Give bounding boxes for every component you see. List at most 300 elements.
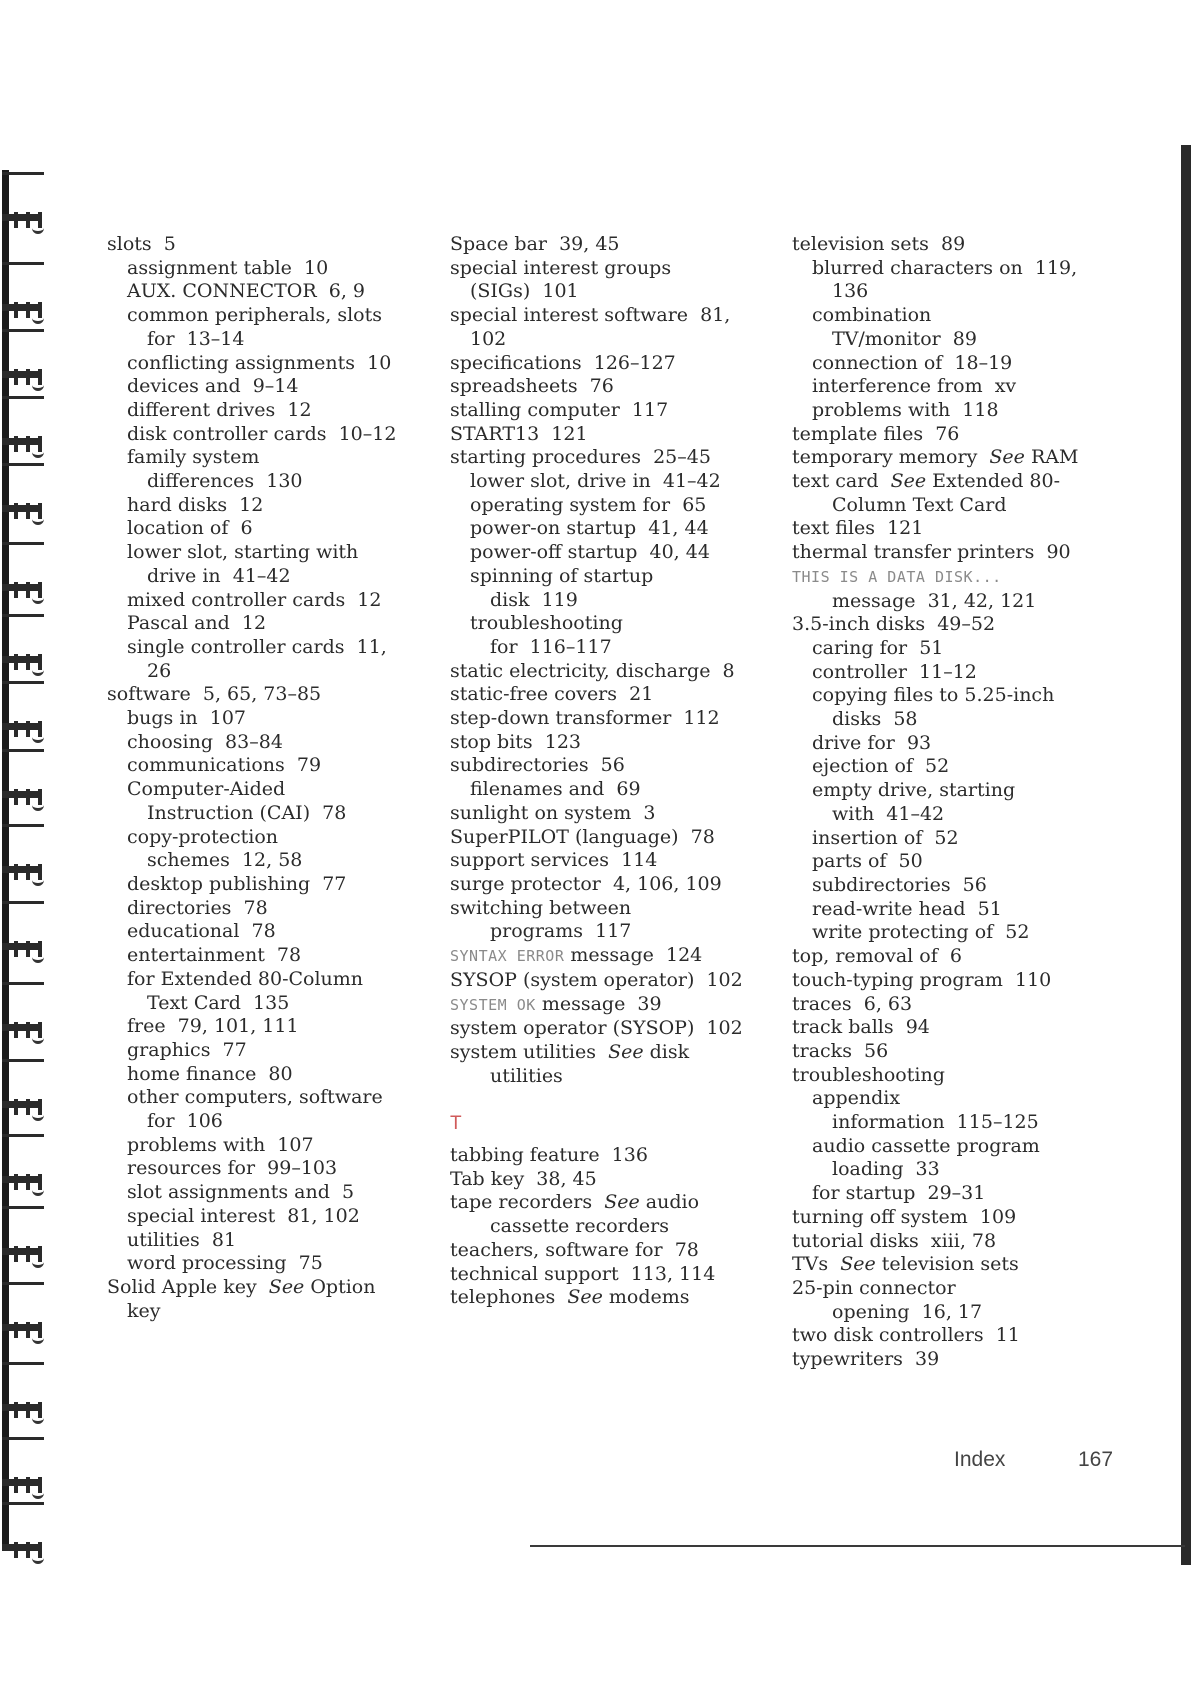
entry-text: conflicting assignments 10 xyxy=(127,351,392,374)
index-subentry xyxy=(107,920,427,944)
index-subentry xyxy=(792,661,1102,685)
index-entry xyxy=(792,1277,1102,1301)
index-subentry xyxy=(792,1158,1102,1182)
index-entry xyxy=(450,754,750,778)
entry-text: lower slot, starting with xyxy=(127,541,359,564)
index-entry xyxy=(792,1324,1102,1348)
index-subentry xyxy=(792,803,1102,827)
entry-text: system operator (SYSOP) 102 xyxy=(450,1017,743,1040)
entry-text: Text Card 135 xyxy=(147,991,290,1014)
page-number: 167 xyxy=(1078,1448,1114,1471)
index-subentry xyxy=(792,375,1102,399)
entry-text: directories 78 xyxy=(127,896,268,919)
see-target: audio xyxy=(639,1191,700,1214)
index-subentry xyxy=(107,399,427,423)
index-entry xyxy=(450,802,750,826)
binding-coil xyxy=(2,1132,46,1196)
index-entry xyxy=(450,1017,750,1041)
index-entry xyxy=(450,257,750,281)
index-subentry xyxy=(107,304,427,328)
binding-coil xyxy=(2,394,46,458)
entry-text: word processing 75 xyxy=(127,1252,323,1275)
entry-text: 26 xyxy=(147,659,172,682)
index-entry xyxy=(450,1286,750,1310)
entry-text: (SIGs) 101 xyxy=(470,280,579,303)
entry-text: ejection of 52 xyxy=(812,755,950,778)
entry-text: write protecting of 52 xyxy=(812,921,1030,944)
entry-text: communications 79 xyxy=(127,754,322,777)
binding-coil xyxy=(2,1435,46,1499)
entry-text: read-write head 51 xyxy=(812,897,1002,920)
entry-text: hard disks 12 xyxy=(127,493,264,516)
index-subentry xyxy=(792,590,1102,614)
index-subentry xyxy=(792,850,1102,874)
index-entry xyxy=(450,399,750,423)
entry-text: Tab key 38, 45 xyxy=(450,1167,597,1190)
index-subentry xyxy=(792,328,1102,352)
entry-text: connection of 18–19 xyxy=(812,351,1013,374)
entry-text: utilities xyxy=(490,1064,563,1087)
index-entry xyxy=(792,423,1102,447)
entry-text: sunlight on system 3 xyxy=(450,801,656,824)
entry-text: disk 119 xyxy=(490,588,578,611)
binding-coil xyxy=(2,980,46,1044)
index-subentry xyxy=(107,541,427,565)
index-entry xyxy=(792,541,1102,565)
index-subentry xyxy=(450,612,750,636)
entry-text: tape recorders xyxy=(450,1191,605,1214)
index-entry xyxy=(792,1348,1102,1372)
entry-text: audio cassette program xyxy=(812,1134,1040,1157)
index-entry xyxy=(792,1206,1102,1230)
entry-text: static electricity, discharge 8 xyxy=(450,659,735,682)
entry-text: software 5, 65, 73–85 xyxy=(107,683,322,706)
section-letter: T xyxy=(450,1113,462,1135)
entry-code-text: SYNTAX ERROR xyxy=(450,947,565,966)
index-subentry xyxy=(107,446,427,470)
index-entry xyxy=(792,993,1102,1017)
index-entry xyxy=(107,233,427,257)
entry-text: appendix xyxy=(812,1087,901,1110)
binding-coil xyxy=(2,679,46,743)
entry-text: for 106 xyxy=(147,1110,223,1133)
entry-text: insertion of 52 xyxy=(812,826,959,849)
see-reference: See xyxy=(989,446,1025,469)
see-target: modems xyxy=(602,1286,690,1309)
entry-text: problems with 118 xyxy=(812,398,999,421)
entry-text: specifications 126–127 xyxy=(450,351,676,374)
index-subentry xyxy=(107,897,427,921)
index-subentry xyxy=(107,992,427,1016)
entry-text: turning off system 109 xyxy=(792,1205,1017,1228)
entry-text: AUX. CONNECTOR 6, 9 xyxy=(127,280,366,303)
entry-text: slot assignments and 5 xyxy=(127,1181,355,1204)
entry-text: bugs in 107 xyxy=(127,707,247,730)
index-entry xyxy=(792,1040,1102,1064)
entry-text: home finance 80 xyxy=(127,1062,293,1085)
see-target: Extended 80- xyxy=(926,470,1061,493)
entry-text: schemes 12, 58 xyxy=(147,849,303,872)
index-entry xyxy=(450,731,750,755)
entry-text: different drives 12 xyxy=(127,398,312,421)
index-entry xyxy=(450,873,750,897)
entry-text: single controller cards 11, xyxy=(127,635,387,658)
index-subentry xyxy=(792,399,1102,423)
entry-text: drive in 41–42 xyxy=(147,564,291,587)
page-edge xyxy=(1181,145,1191,1565)
entry-text: for startup 29–31 xyxy=(812,1182,986,1205)
entry-text: desktop publishing 77 xyxy=(127,872,347,895)
entry-text: copying files to 5.25-inch xyxy=(812,684,1055,707)
index-subentry xyxy=(792,732,1102,756)
entry-text: TVs xyxy=(792,1253,841,1276)
entry-text: technical support 113, 114 xyxy=(450,1262,716,1285)
entry-code-text: SYSTEM OK xyxy=(450,995,536,1014)
entry-text: combination xyxy=(812,304,932,327)
index-subentry xyxy=(107,944,427,968)
index-subentry xyxy=(450,541,750,565)
entry-text: SuperPILOT (language) 78 xyxy=(450,825,715,848)
index-subentry xyxy=(450,494,750,518)
index-subentry xyxy=(107,826,427,850)
index-subentry xyxy=(450,1215,750,1239)
see-reference: See xyxy=(840,1253,876,1276)
index-entry xyxy=(107,1276,427,1300)
entry-text: SYSOP (system operator) 102 xyxy=(450,968,743,991)
index-subentry xyxy=(107,375,427,399)
entry-text: caring for 51 xyxy=(812,636,944,659)
entry-text: 102 xyxy=(470,327,507,350)
binding-coil xyxy=(2,327,46,391)
binding-coil xyxy=(2,1360,46,1424)
entry-text: differences 130 xyxy=(147,470,303,493)
entry-text: disks 58 xyxy=(832,708,918,731)
entry-text: assignment table 10 xyxy=(127,256,329,279)
index-subentry xyxy=(792,1301,1102,1325)
binding-coil xyxy=(2,1204,46,1268)
entry-text: text files 121 xyxy=(792,517,924,540)
entry-text: mixed controller cards 12 xyxy=(127,588,382,611)
spiral-binding xyxy=(0,170,58,1550)
entry-text: free 79, 101, 111 xyxy=(127,1015,299,1038)
index-entry xyxy=(792,1064,1102,1088)
index-subentry xyxy=(107,873,427,897)
footer-section-label: Index xyxy=(954,1448,1006,1471)
entry-text: filenames and 69 xyxy=(470,778,641,801)
binding-coil xyxy=(2,899,46,963)
index-subentry xyxy=(107,707,427,731)
binding-coil xyxy=(2,612,46,676)
entry-text: TV/monitor 89 xyxy=(832,327,977,350)
index-entry xyxy=(792,233,1102,257)
index-entry xyxy=(792,945,1102,969)
index-column-2 xyxy=(450,233,750,1310)
entry-text: switching between xyxy=(450,896,632,919)
entry-text: special interest groups xyxy=(450,256,672,279)
index-entry xyxy=(450,969,750,993)
entry-text: telephones xyxy=(450,1286,568,1309)
entry-text: 25-pin connector xyxy=(792,1276,956,1299)
index-subentry xyxy=(107,1157,427,1181)
index-entry xyxy=(450,352,750,376)
index-entry xyxy=(450,233,750,257)
index-subentry xyxy=(450,517,750,541)
entry-text: interference from xv xyxy=(812,375,1017,398)
entry-text: traces 6, 63 xyxy=(792,992,913,1015)
entry-text: operating system for 65 xyxy=(470,493,707,516)
index-subentry xyxy=(107,1134,427,1158)
entry-text: touch-typing program 110 xyxy=(792,968,1052,991)
index-subentry xyxy=(107,352,427,376)
index-subentry xyxy=(107,589,427,613)
entry-text: Computer-Aided xyxy=(127,778,286,801)
entry-text: subdirectories 56 xyxy=(450,754,625,777)
index-subentry xyxy=(107,257,427,281)
entry-text: template files 76 xyxy=(792,422,960,445)
index-subentry xyxy=(107,494,427,518)
entry-text: for 13–14 xyxy=(147,327,245,350)
entry-text: family system xyxy=(127,446,260,469)
entry-text: blurred characters on 119, xyxy=(812,256,1078,279)
index-subentry xyxy=(792,1111,1102,1135)
index-subentry xyxy=(792,257,1102,281)
entry-text: spreadsheets 76 xyxy=(450,375,614,398)
binding-coil xyxy=(2,540,46,604)
index-subentry xyxy=(792,921,1102,945)
index-entry xyxy=(450,1144,750,1168)
entry-text: teachers, software for 78 xyxy=(450,1238,699,1261)
entry-text: key xyxy=(127,1299,161,1322)
index-entry xyxy=(450,1263,750,1287)
index-entry xyxy=(450,993,750,1018)
index-entry xyxy=(792,446,1102,470)
entry-text: devices and 9–14 xyxy=(127,375,299,398)
index-subentry xyxy=(107,1110,427,1134)
entry-text: special interest 81, 102 xyxy=(127,1204,360,1227)
entry-text: slots 5 xyxy=(107,233,176,255)
entry-text: troubleshooting xyxy=(470,612,623,635)
index-subentry xyxy=(107,1181,427,1205)
index-subentry xyxy=(450,565,750,589)
entry-text: Solid Apple key xyxy=(107,1275,269,1298)
index-subentry xyxy=(107,1086,427,1110)
entry-text: choosing 83–84 xyxy=(127,730,283,753)
index-subentry xyxy=(792,827,1102,851)
see-reference: See xyxy=(890,470,927,493)
index-subentry xyxy=(450,470,750,494)
entry-text: empty drive, starting xyxy=(812,779,1016,802)
entry-text: power-off startup 40, 44 xyxy=(470,541,710,564)
index-subentry xyxy=(107,470,427,494)
index-entry xyxy=(450,683,750,707)
index-subentry xyxy=(107,754,427,778)
entry-text: 136 xyxy=(832,280,869,303)
index-subentry xyxy=(107,565,427,589)
entry-text: common peripherals, slots xyxy=(127,304,383,327)
index-subentry xyxy=(792,1182,1102,1206)
see-reference: See xyxy=(608,1040,644,1063)
binding-coil xyxy=(2,1500,46,1564)
entry-text: support services 114 xyxy=(450,849,658,872)
see-reference: See xyxy=(604,1191,640,1214)
index-entry xyxy=(450,1239,750,1263)
index-subentry xyxy=(792,755,1102,779)
index-entry xyxy=(450,897,750,921)
index-subentry xyxy=(107,1063,427,1087)
entry-text: television sets 89 xyxy=(792,233,966,255)
entry-text: stalling computer 117 xyxy=(450,398,669,421)
index-subentry xyxy=(107,849,427,873)
entry-text: resources for 99–103 xyxy=(127,1157,338,1180)
see-target: Option xyxy=(304,1275,376,1298)
index-entry xyxy=(450,707,750,731)
entry-text: drive for 93 xyxy=(812,731,932,754)
index-subentry xyxy=(450,778,750,802)
index-subentry xyxy=(107,1015,427,1039)
entry-text: power-on startup 41, 44 xyxy=(470,517,709,540)
binding-coil xyxy=(2,1057,46,1121)
entry-text: location of 6 xyxy=(127,517,253,540)
index-subentry xyxy=(792,779,1102,803)
entry-text: Column Text Card xyxy=(832,493,1007,516)
binding-coil xyxy=(2,1280,46,1344)
index-subentry xyxy=(107,517,427,541)
entry-text: START13 121 xyxy=(450,422,588,445)
entry-text: copy-protection xyxy=(127,825,278,848)
entry-code-text: THIS IS A DATA DISK... xyxy=(792,567,1002,586)
index-entry xyxy=(792,1016,1102,1040)
entry-text: message 31, 42, 121 xyxy=(832,589,1037,612)
index-entry xyxy=(107,683,427,707)
entry-text: 3.5-inch disks 49–52 xyxy=(792,613,996,636)
index-entry xyxy=(450,304,750,328)
entry-text: static-free covers 21 xyxy=(450,683,654,706)
entry-text: other computers, software xyxy=(127,1086,383,1109)
entry-text: for Extended 80-Column xyxy=(127,967,364,990)
entry-text: temporary memory xyxy=(792,446,990,469)
entry-text: step-down transformer 112 xyxy=(450,707,720,730)
index-entry xyxy=(450,1168,750,1192)
index-subentry xyxy=(792,898,1102,922)
entry-text: track balls 94 xyxy=(792,1016,930,1039)
entry-text: top, removal of 6 xyxy=(792,945,962,968)
index-subentry xyxy=(107,1300,427,1324)
entry-text: disk controller cards 10–12 xyxy=(127,422,397,445)
index-subentry xyxy=(107,1039,427,1063)
index-subentry xyxy=(792,1087,1102,1111)
see-reference: See xyxy=(268,1275,305,1298)
index-subentry xyxy=(107,660,427,684)
index-subentry xyxy=(792,304,1102,328)
index-entry xyxy=(792,517,1102,541)
index-entry xyxy=(450,849,750,873)
entry-text: message 124 xyxy=(564,944,703,967)
entry-text: loading 33 xyxy=(832,1158,940,1181)
index-entry xyxy=(450,944,750,969)
entry-text: starting procedures 25–45 xyxy=(450,446,711,469)
index-entry xyxy=(792,613,1102,637)
entry-text: typewriters 39 xyxy=(792,1348,940,1371)
entry-text: subdirectories 56 xyxy=(812,873,987,896)
index-subentry xyxy=(792,684,1102,708)
index-entry xyxy=(792,1253,1102,1277)
index-entry xyxy=(792,565,1102,590)
index-column-3 xyxy=(792,233,1102,1372)
index-subentry xyxy=(107,802,427,826)
index-entry xyxy=(450,446,750,470)
page-edge-bottom xyxy=(530,1545,1185,1547)
binding-coil xyxy=(2,822,46,886)
index-subentry xyxy=(792,874,1102,898)
index-subentry xyxy=(450,1065,750,1089)
entry-text: cassette recorders xyxy=(490,1215,669,1238)
entry-text: Instruction (CAI) 78 xyxy=(147,801,347,824)
index-subentry xyxy=(792,708,1102,732)
index-entry xyxy=(450,1041,750,1065)
index-subentry xyxy=(792,494,1102,518)
index-entry xyxy=(450,826,750,850)
index-subentry xyxy=(107,280,427,304)
see-target: RAM xyxy=(1024,446,1079,469)
entry-text: graphics 77 xyxy=(127,1038,247,1061)
entry-text: information 115–125 xyxy=(832,1111,1039,1134)
index-subentry xyxy=(792,352,1102,376)
entry-text: utilities 81 xyxy=(127,1228,237,1251)
index-subentry xyxy=(107,423,427,447)
index-subentry xyxy=(450,636,750,660)
index-entry xyxy=(450,660,750,684)
entry-text: lower slot, drive in 41–42 xyxy=(470,470,721,493)
binding-coil xyxy=(2,747,46,811)
binding-coil xyxy=(2,461,46,525)
binding-coil xyxy=(2,170,46,234)
entry-text: two disk controllers 11 xyxy=(792,1324,1020,1347)
index-entry xyxy=(792,1230,1102,1254)
entry-text: for 116–117 xyxy=(490,635,612,658)
see-target: television sets xyxy=(875,1253,1019,1276)
binding-coil xyxy=(2,260,46,324)
entry-text: system utilities xyxy=(450,1040,609,1063)
entry-text: spinning of startup xyxy=(470,564,654,587)
entry-text: entertainment 78 xyxy=(127,944,302,967)
entry-text: text card xyxy=(792,470,891,493)
entry-text: message 39 xyxy=(535,992,662,1015)
index-subentry xyxy=(107,968,427,992)
index-subentry xyxy=(107,731,427,755)
index-subentry xyxy=(792,637,1102,661)
entry-text: Space bar 39, 45 xyxy=(450,233,620,255)
entry-text: educational 78 xyxy=(127,920,276,943)
index-subentry xyxy=(107,778,427,802)
entry-text: parts of 50 xyxy=(812,850,923,873)
entry-text: tutorial disks xiii, 78 xyxy=(792,1229,997,1252)
entry-text: special interest software 81, xyxy=(450,304,731,327)
index-subentry xyxy=(107,1252,427,1276)
index-entry xyxy=(450,1191,750,1215)
index-subentry xyxy=(792,280,1102,304)
entry-text: surge protector 4, 106, 109 xyxy=(450,872,722,895)
index-subentry xyxy=(792,1135,1102,1159)
entry-text: problems with 107 xyxy=(127,1133,314,1156)
index-entry xyxy=(450,423,750,447)
entry-text: opening 16, 17 xyxy=(832,1300,983,1323)
entry-text: Pascal and 12 xyxy=(127,612,267,635)
index-entry xyxy=(450,375,750,399)
entry-text: troubleshooting xyxy=(792,1063,945,1086)
index-subentry xyxy=(450,280,750,304)
index-entry xyxy=(792,470,1102,494)
entry-text: tabbing feature 136 xyxy=(450,1144,648,1167)
